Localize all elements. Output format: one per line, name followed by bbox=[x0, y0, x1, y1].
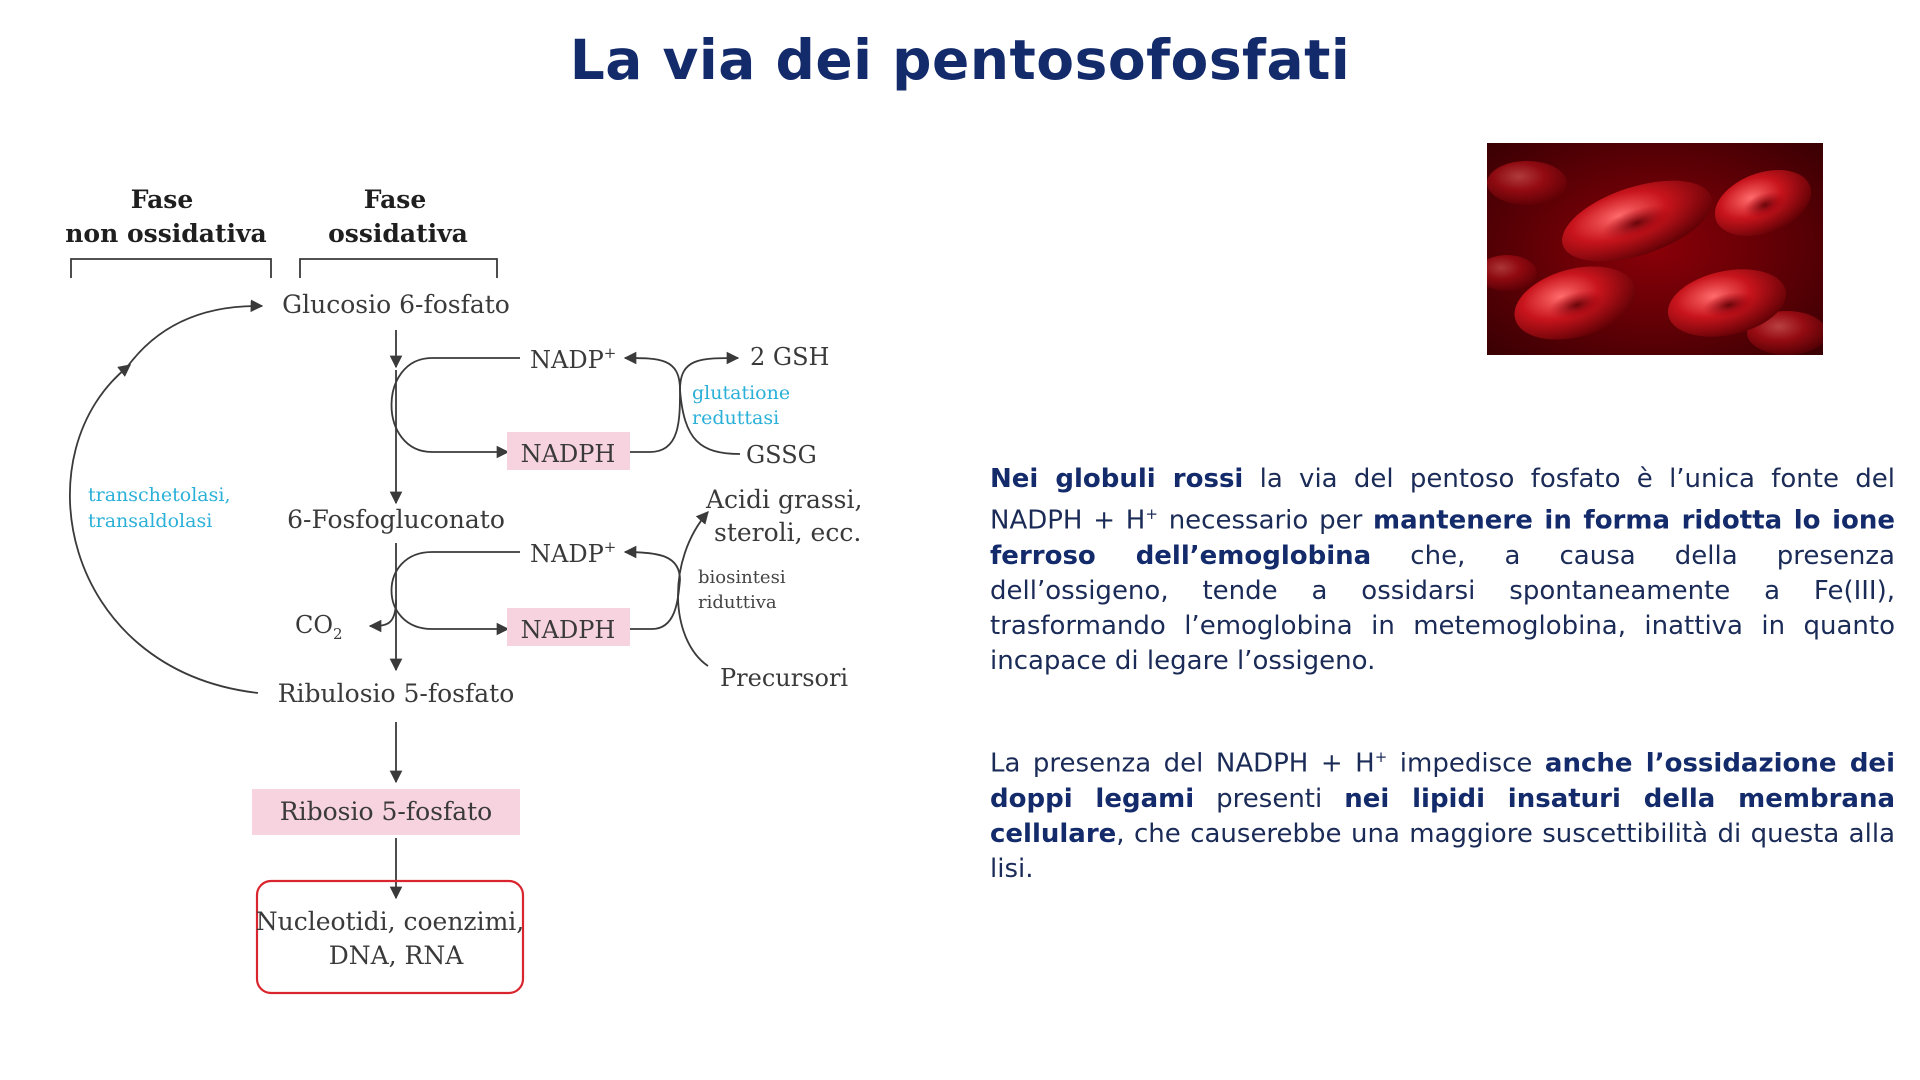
ribose-5-phosphate: Ribosio 5-fosfato bbox=[279, 797, 493, 826]
phase-nonox-line2: non ossidativa bbox=[65, 219, 267, 248]
recycle-arc-upper bbox=[125, 306, 262, 370]
phase-nonox-line1: Fase bbox=[130, 185, 194, 214]
pentose-phosphate-diagram bbox=[0, 0, 900, 1040]
phase-ox-bracket bbox=[300, 259, 497, 278]
bold-run: anche l’ossidazione dei doppi legami bbox=[990, 748, 1895, 814]
gssg-label: GSSG bbox=[746, 441, 817, 469]
loop-2 bbox=[392, 552, 521, 629]
superscript-plus: + bbox=[1145, 505, 1158, 523]
loop-1 bbox=[392, 358, 521, 452]
phase-nonox-bracket bbox=[71, 259, 271, 278]
reductive-biosynthesis-line2: riduttiva bbox=[698, 592, 777, 613]
text-run: necessario per bbox=[1157, 505, 1374, 536]
nadp-plus-1-sup: + bbox=[603, 344, 617, 362]
gsh-label: 2 GSH bbox=[750, 343, 830, 371]
nadph-2-to-biosynthesis bbox=[630, 580, 680, 629]
text-run: La presenza del NADPH + H bbox=[990, 748, 1375, 779]
reductive-biosynthesis-line1: biosintesi bbox=[698, 567, 786, 588]
nadph-2: NADPH bbox=[520, 616, 616, 644]
glutathione-reductase-line2: reduttasi bbox=[692, 407, 780, 429]
co2-sub: 2 bbox=[333, 625, 343, 643]
paragraph-lipid-oxidation bbox=[990, 740, 1895, 887]
phase-ox-line2: ossidativa bbox=[328, 219, 468, 248]
fatty-acids-line2: steroli, ecc. bbox=[714, 518, 862, 547]
superscript-plus: + bbox=[1374, 748, 1388, 766]
text-run: la via del pentoso fosfato è l’unica fonte del NADPH + H bbox=[990, 464, 1895, 536]
arrow-co2 bbox=[370, 600, 396, 626]
transketolase-line2: transaldolasi bbox=[88, 510, 213, 532]
nadp-plus-2-sup: + bbox=[603, 538, 617, 556]
fatty-acids-line1: Acidi grassi, bbox=[706, 485, 863, 514]
co2-label: $CO_2$ bbox=[295, 611, 343, 643]
nadph-1: NADPH bbox=[520, 440, 616, 468]
precursors-curve bbox=[678, 512, 708, 666]
text-run: , che causerebbe una maggiore suscettibilità di questa alla lisi. bbox=[990, 818, 1895, 884]
products-box bbox=[257, 881, 523, 993]
precursors-label: Precursori bbox=[720, 664, 849, 692]
arrow-to-nadp-1 bbox=[625, 358, 680, 390]
text-run: impedisce bbox=[1387, 748, 1545, 779]
arrow-to-nadp-2 bbox=[625, 552, 680, 580]
red-blood-cells-image bbox=[1487, 143, 1823, 355]
transketolase-line1: transchetolasi, bbox=[88, 484, 231, 506]
bold-run: mantenere in forma ridotta lo ione ferroso dell’emoglobina bbox=[990, 505, 1895, 571]
text-run: che, a causa della presenza dell’ossigeno, tende a ossidarsi spontaneamente a Fe(III), trasformando l’emoglobina in metemoglobina, inattiva in quanto incapace di legare l’ossigeno. bbox=[990, 540, 1895, 676]
bold-run: nei lipidi insaturi della membrana cellulare bbox=[990, 783, 1895, 849]
nadph-1-to-gssg bbox=[630, 390, 680, 452]
glutathione-reductase-line1: glutatione bbox=[692, 382, 791, 404]
products-line1: Nucleotidi, coenzimi, bbox=[255, 907, 525, 936]
bold-run: Nei globuli rossi bbox=[990, 464, 1244, 494]
slide-title: La via dei pentosofosfati bbox=[569, 28, 1351, 92]
nadp-plus-2: NADP+ bbox=[530, 538, 617, 568]
glucose-6-phosphate: Glucosio 6-fosfato bbox=[282, 290, 510, 319]
6-phosphogluconate: 6-Fosfogluconato bbox=[287, 505, 505, 534]
ribulose-5-phosphate: Ribulosio 5-fosfato bbox=[277, 679, 515, 708]
nadp-plus-1: NADP+ bbox=[530, 344, 617, 374]
phase-ox-line1: Fase bbox=[363, 185, 427, 214]
text-run: presenti bbox=[1194, 783, 1345, 814]
products-line2: DNA, RNA bbox=[328, 941, 464, 970]
paragraph-red-blood-cells bbox=[990, 462, 1895, 679]
